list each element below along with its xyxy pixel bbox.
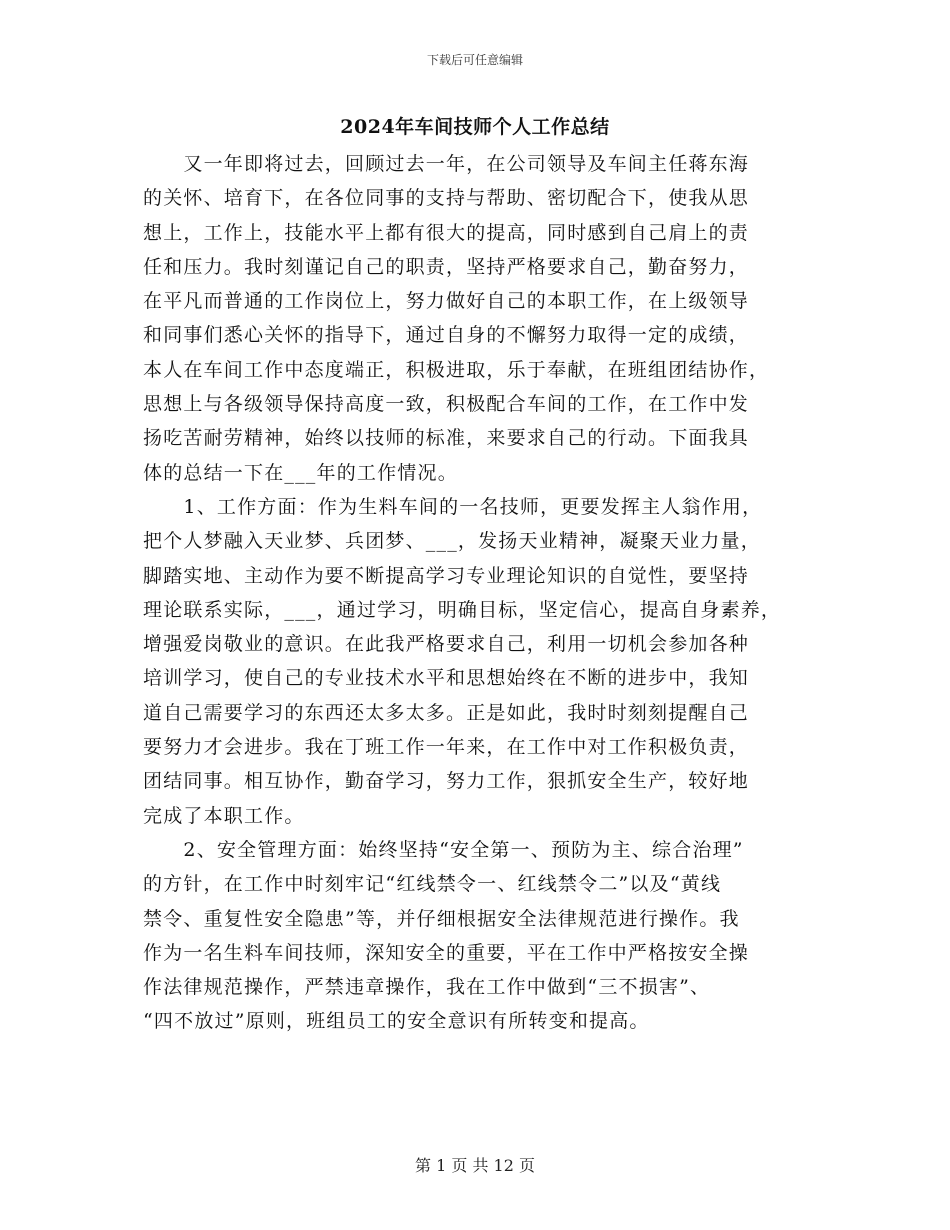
body-line: 的方针，在工作中时刻牢记“红线禁令一、红线禁令二”以及“黄线 — [143, 873, 722, 896]
body-line: 2、安全管理方面：始终坚持“安全第一、预防为主、综合治理” — [143, 838, 744, 861]
body-line: 理论联系实际，___，通过学习，明确目标，坚定信心，提高自身素养， — [143, 598, 782, 621]
body-line: 作为一名生料车间技师，深知安全的重要，平在工作中严格按安全操 — [143, 941, 750, 964]
document-title: 2024年车间技师个人工作总结 — [340, 116, 610, 138]
document-body — [143, 147, 833, 1039]
body-line: 团结同事。相互协作，勤奋学习，努力工作，狠抓安全生产，较好地 — [143, 770, 750, 793]
body-line: 在平凡而普通的工作岗位上，努力做好自己的本职工作，在上级领导 — [143, 290, 750, 313]
body-line: 脚踏实地、主动作为要不断提高学习专业理论知识的自觉性，要坚持 — [143, 564, 750, 587]
body-line: 1、工作方面：作为生料车间的一名技师，更要发挥主人翁作用， — [143, 495, 763, 518]
body-line: “四不放过”原则，班组员工的安全意识有所转变和提高。 — [143, 1010, 650, 1033]
body-line: 又一年即将过去，回顾过去一年，在公司领导及车间主任蒋东海 — [143, 153, 750, 175]
body-line: 增强爱岗敬业的意识。在此我严格要求自己，利用一切机会参加各种 — [143, 633, 750, 656]
body-line: 体的总结一下在___年的工作情况。 — [143, 461, 458, 484]
body-line: 培训学习，使自己的专业技术水平和思想始终在不断的进步中，我知 — [143, 667, 750, 690]
body-line: 本人在车间工作中态度端正，积极进取，乐于奉献，在班组团结协作， — [143, 358, 770, 381]
header-note: 下载后可任意编辑 — [426, 53, 523, 67]
body-line: 禁令、重复性安全隐患”等，并仔细根据安全法律规范进行操作。我 — [143, 907, 740, 930]
body-line: 把个人梦融入天业梦、兵团梦、___，发扬天业精神，凝聚天业力量， — [143, 530, 761, 553]
body-line: 道自己需要学习的东西还太多太多。正是如此，我时时刻刻提醒自己 — [143, 701, 750, 724]
body-line: 完成了本职工作。 — [143, 804, 305, 827]
body-line: 要努力才会进步。我在丁班工作一年来，在工作中对工作积极负责， — [143, 736, 750, 759]
page-number: 第 1 页 共 12 页 — [415, 1156, 535, 1175]
body-line: 和同事们悉心关怀的指导下，通过自身的不懈努力取得一定的成绩， — [143, 324, 750, 347]
body-line: 任和压力。我时刻谨记自己的职责，坚持严格要求自己，勤奋努力， — [143, 255, 750, 278]
body-line: 思想上与各级领导保持高度一致，积极配合车间的工作，在工作中发 — [143, 393, 750, 416]
body-line: 想上，工作上，技能水平上都有很大的提高，同时感到自己肩上的责 — [143, 221, 750, 244]
body-line: 扬吃苦耐劳精神，始终以技师的标准，来要求自己的行动。下面我具 — [143, 427, 750, 450]
body-line: 作法律规范操作，严禁违章操作，我在工作中做到“三不损害”、 — [143, 976, 711, 999]
body-line: 的关怀、培育下，在各位同事的支持与帮助、密切配合下，使我从思 — [143, 187, 750, 210]
